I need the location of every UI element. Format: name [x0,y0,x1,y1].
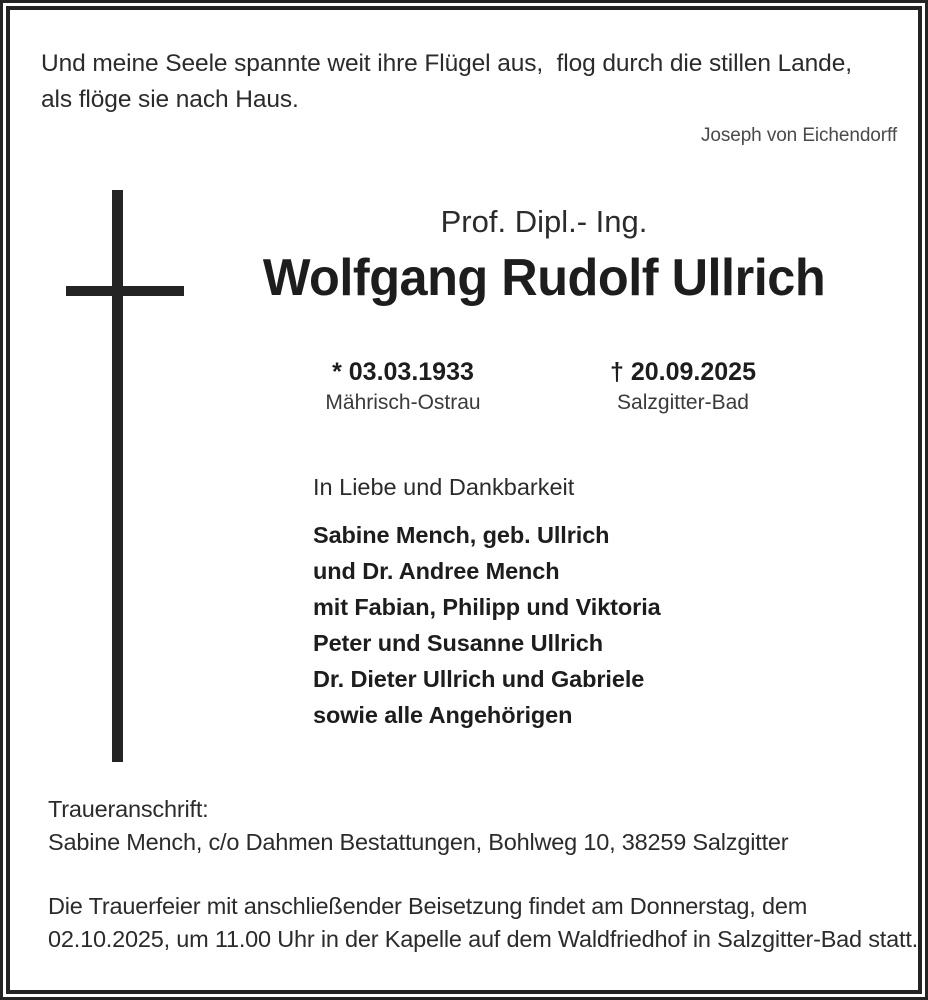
deceased-title: Prof. Dipl.- Ing. [440,204,648,239]
poem-author: Joseph von Eichendorff [700,125,897,146]
family-line: mit Fabian, Philipp und Viktoria [313,594,661,620]
birth-column [263,356,543,418]
footer-spacer [48,859,900,890]
cross-icon [66,190,184,762]
mourning-address-label: Traueranschrift: [48,796,209,822]
birth-place: Mährisch-Ostrau [325,391,481,414]
death-date: † 20.09.2025 [610,358,756,386]
birth-date: * 03.03.1933 [332,358,474,386]
death-place: Salzgitter-Bad [617,391,749,414]
cross-vertical-bar [112,190,123,762]
family-block [313,471,813,733]
family-line: und Dr. Andree Mench [313,558,560,584]
funeral-notice-line-2: 02.10.2025, um 11.00 Uhr in der Kapelle auf dem Waldfriedhof in Salzgitter-Bad statt. [48,926,918,952]
poem-line-2: als flöge sie nach Haus. [41,86,299,113]
family-intro: In Liebe und Dankbarkeit [313,474,575,500]
life-dates-block [263,356,823,418]
death-column [543,356,823,418]
footer-block [48,793,918,956]
obituary-inner-frame [6,6,922,994]
deceased-name-block [210,203,878,309]
poem-line-1: Und meine Seele spannte weit ihre Flügel aus, flog durch die stillen Lande, [41,50,852,77]
deceased-full-name: Wolfgang Rudolf Ullrich [262,249,826,307]
family-line: Sabine Mench, geb. Ullrich [313,522,610,548]
family-line: Peter und Susanne Ullrich [313,630,604,656]
mourning-address-value: Sabine Mench, c/o Dahmen Bestattungen, Bohlweg 10, 38259 Salzgitter [48,829,789,855]
family-line: Dr. Dieter Ullrich und Gabriele [313,666,645,692]
funeral-notice-line-1: Die Trauerfeier mit anschließender Beisetzung findet am Donnerstag, dem [48,893,808,919]
poem-block [41,46,897,146]
cross-horizontal-bar [66,286,184,296]
obituary-canvas [10,10,918,990]
family-line: sowie alle Angehörigen [313,702,573,728]
